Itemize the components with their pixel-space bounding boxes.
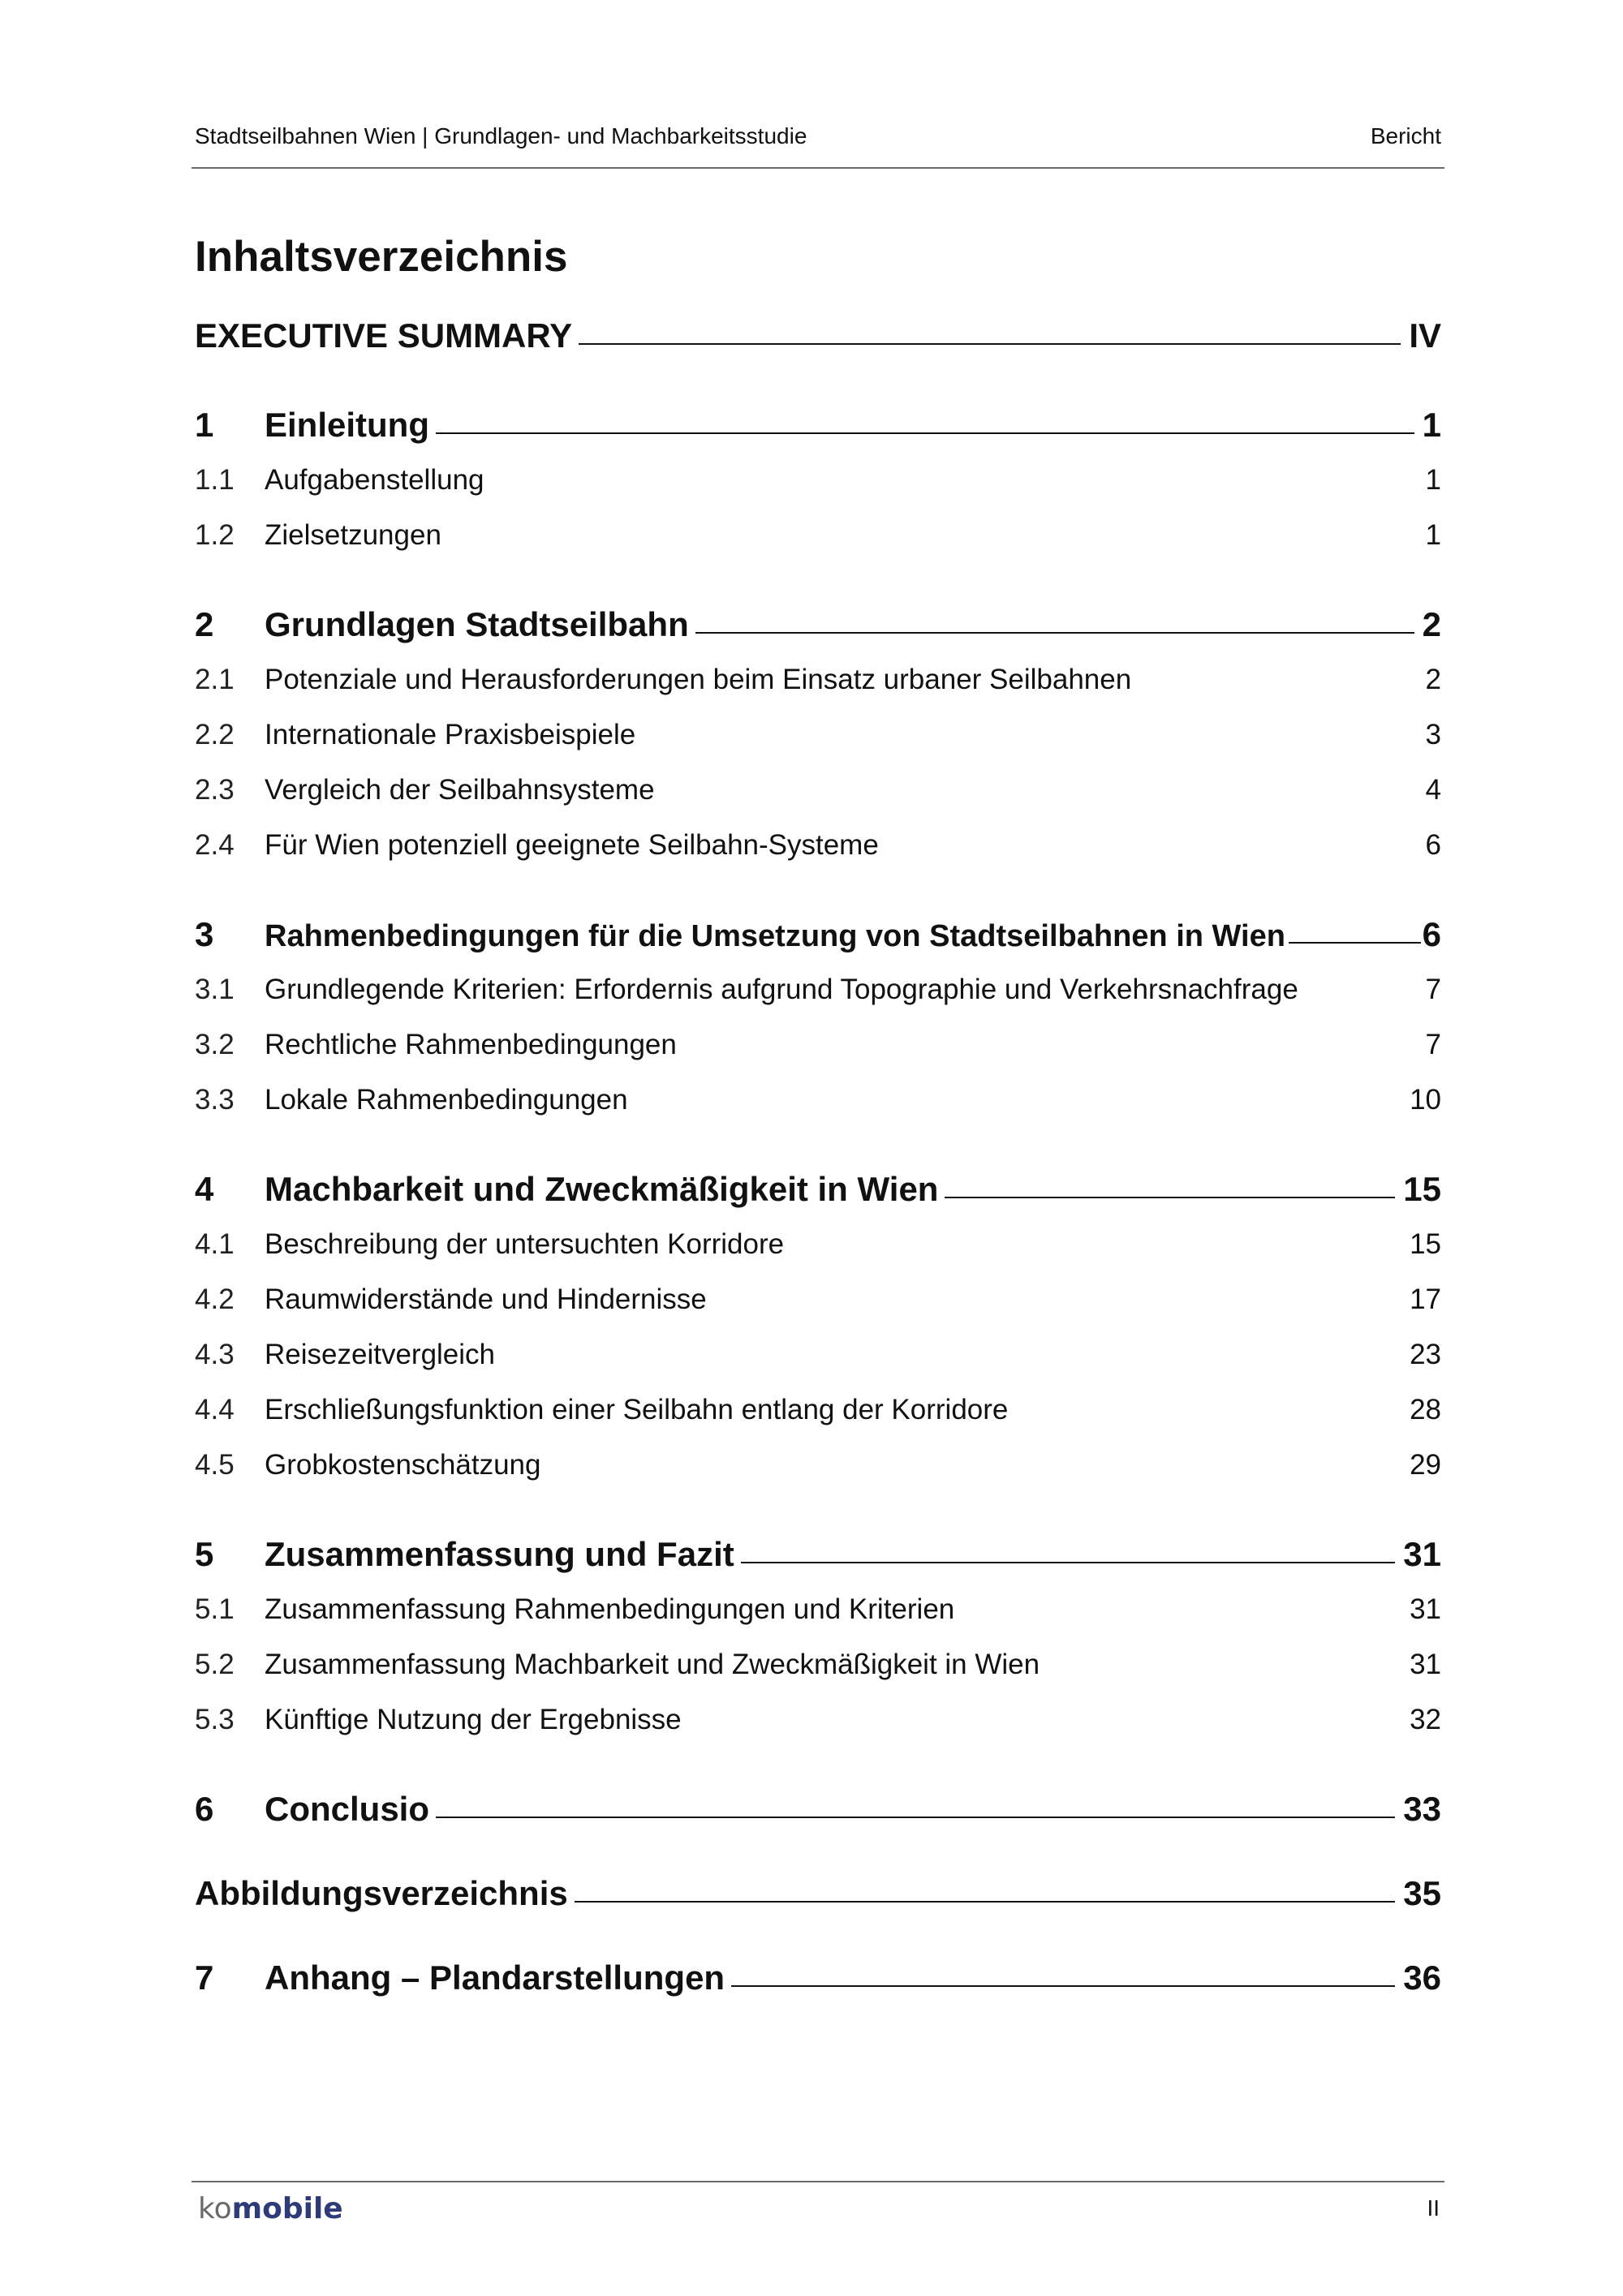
toc-entry-executive-summary[interactable]	[195, 316, 1441, 355]
toc-chapter-label: Rahmenbedingungen für die Umsetzung von Stadtseilbahnen in Wien	[265, 919, 1285, 953]
toc-chapter-page: 2	[1422, 605, 1441, 643]
toc-chapter-1[interactable]	[195, 406, 1441, 444]
toc-section-page: 28	[1410, 1394, 1441, 1425]
toc-chapter-number: 5	[195, 1535, 214, 1573]
toc-section-1-2[interactable]	[195, 519, 1441, 552]
toc-chapter-5[interactable]	[195, 1535, 1441, 1571]
header-document-type: Bericht	[1370, 123, 1441, 148]
toc-section-page: 32	[1410, 1704, 1441, 1735]
toc-section-label: Potenziale und Herausforderungen beim Einsatz urbaner Seilbahnen	[265, 664, 1132, 695]
toc-chapter-label: Grundlagen Stadtseilbahn	[265, 605, 689, 643]
dot-leader	[731, 1985, 1395, 1987]
toc-section-number: 4.5	[195, 1449, 235, 1481]
toc-entry-page: 35	[1403, 1874, 1441, 1912]
toc-section-label: Internationale Praxisbeispiele	[265, 719, 636, 750]
toc-section-4-1[interactable]	[195, 1228, 1441, 1261]
toc-section-number: 3.2	[195, 1029, 235, 1060]
toc-section-page: 31	[1410, 1649, 1441, 1680]
toc-section-label: Grundlegende Kriterien: Erfordernis aufgrund Topographie und Verkehrsnachfrage	[265, 974, 1298, 1005]
toc-section-label: Vergleich der Seilbahnsysteme	[265, 774, 655, 806]
toc-section-page: 15	[1410, 1228, 1441, 1260]
toc-chapter-number: 3	[195, 915, 214, 953]
toc-title: Inhaltsverzeichnis	[195, 233, 568, 281]
toc-section-3-1[interactable]	[195, 974, 1441, 1006]
toc-chapter-number: 2	[195, 605, 214, 643]
dot-leader	[1289, 942, 1421, 944]
toc-chapter-page: 31	[1403, 1535, 1441, 1573]
toc-section-page: 4	[1425, 774, 1441, 806]
logo-ko: ko	[198, 2192, 232, 2225]
toc-section-2-1[interactable]	[195, 664, 1441, 696]
toc-section-page: 23	[1410, 1339, 1441, 1370]
toc-chapter-2[interactable]	[195, 605, 1441, 641]
toc-section-3-2[interactable]	[195, 1029, 1441, 1061]
toc-section-1-1[interactable]	[195, 464, 1441, 497]
toc-section-5-1[interactable]	[195, 1593, 1441, 1626]
toc-section-page: 10	[1410, 1084, 1441, 1116]
toc-section-number: 2.1	[195, 664, 235, 695]
toc-section-4-4[interactable]	[195, 1394, 1441, 1426]
toc-section-2-2[interactable]	[195, 719, 1441, 751]
toc-chapter-6[interactable]	[195, 1790, 1441, 1828]
toc-section-page: 31	[1410, 1593, 1441, 1625]
toc-chapter-number: 4	[195, 1170, 214, 1208]
toc-chapter-label: Zusammenfassung und Fazit	[265, 1535, 734, 1573]
toc-section-number: 1.2	[195, 519, 235, 551]
toc-section-label: Zielsetzungen	[265, 519, 441, 551]
toc-entry-figures[interactable]	[195, 1874, 1441, 1910]
toc-entry-page: IV	[1409, 316, 1441, 355]
toc-section-page: 2	[1425, 664, 1441, 695]
toc-section-label: Erschließungsfunktion einer Seilbahn entlang der Korridore	[265, 1394, 1009, 1425]
toc-section-page: 29	[1410, 1449, 1441, 1481]
toc-section-number: 5.2	[195, 1649, 235, 1680]
dot-leader	[436, 432, 1414, 434]
toc-section-number: 4.2	[195, 1283, 235, 1315]
toc-section-label: Raumwiderstände und Hindernisse	[265, 1283, 707, 1315]
logo-mobile: mobile	[231, 2192, 343, 2225]
toc-section-number: 4.3	[195, 1339, 235, 1370]
toc-section-label: Zusammenfassung Rahmenbedingungen und Kriterien	[265, 1593, 955, 1625]
toc-section-2-3[interactable]	[195, 774, 1441, 806]
toc-chapter-7[interactable]	[195, 1958, 1441, 1997]
toc-section-page: 17	[1410, 1283, 1441, 1315]
toc-section-number: 3.1	[195, 974, 235, 1005]
toc-chapter-number: 6	[195, 1790, 214, 1828]
toc-entry-label: EXECUTIVE SUMMARY	[195, 316, 573, 355]
dot-leader	[575, 1901, 1396, 1903]
toc-chapter-page: 6	[1422, 915, 1441, 953]
toc-chapter-label: Machbarkeit und Zweckmäßigkeit in Wien	[265, 1170, 939, 1208]
toc-section-number: 2.4	[195, 829, 235, 861]
toc-chapter-label: Anhang – Plandarstellungen	[265, 1958, 725, 1997]
table-of-contents	[195, 316, 1441, 1997]
toc-section-4-2[interactable]	[195, 1283, 1441, 1316]
toc-section-label: Für Wien potenziell geeignete Seilbahn-Systeme	[265, 829, 879, 861]
toc-chapter-page: 33	[1403, 1790, 1441, 1828]
toc-section-label: Aufgabenstellung	[265, 464, 484, 496]
toc-chapter-page: 36	[1403, 1958, 1441, 1997]
toc-section-number: 3.3	[195, 1084, 235, 1116]
dot-leader	[436, 1817, 1395, 1818]
toc-section-page: 3	[1425, 719, 1441, 750]
toc-section-5-2[interactable]	[195, 1649, 1441, 1681]
dot-leader	[695, 632, 1414, 634]
toc-section-number: 1.1	[195, 464, 235, 496]
toc-section-page: 1	[1425, 464, 1441, 496]
toc-section-label: Beschreibung der untersuchten Korridore	[265, 1228, 785, 1260]
toc-chapter-label: Einleitung	[265, 406, 429, 444]
toc-section-number: 4.1	[195, 1228, 235, 1260]
toc-section-4-5[interactable]	[195, 1449, 1441, 1481]
toc-section-label: Zusammenfassung Machbarkeit und Zweckmäßigkeit in Wien	[265, 1649, 1040, 1680]
toc-chapter-number: 7	[195, 1958, 214, 1997]
toc-section-label: Grobkostenschätzung	[265, 1449, 541, 1481]
toc-section-3-3[interactable]	[195, 1084, 1441, 1116]
toc-section-number: 4.4	[195, 1394, 235, 1425]
toc-section-page: 6	[1425, 829, 1441, 861]
toc-chapter-number: 1	[195, 406, 214, 444]
toc-section-5-3[interactable]	[195, 1704, 1441, 1736]
toc-section-label: Reisezeitvergleich	[265, 1339, 496, 1370]
toc-chapter-3[interactable]	[195, 915, 1441, 951]
toc-chapter-page: 15	[1403, 1170, 1441, 1208]
header-document-title: Stadtseilbahnen Wien | Grundlagen- und Machbarkeitsstudie	[195, 123, 807, 148]
toc-entry-label: Abbildungsverzeichnis	[195, 1874, 568, 1912]
page-footer	[192, 2181, 1444, 2239]
toc-chapter-page: 1	[1422, 406, 1441, 444]
page-number: II	[1427, 2195, 1440, 2221]
toc-section-page: 7	[1425, 1029, 1441, 1060]
toc-section-page: 7	[1425, 974, 1441, 1005]
komobile-logo	[198, 2192, 343, 2225]
toc-section-page: 1	[1425, 519, 1441, 551]
toc-section-number: 2.3	[195, 774, 235, 806]
dot-leader	[741, 1562, 1396, 1563]
toc-section-number: 5.3	[195, 1704, 235, 1735]
toc-section-label: Künftige Nutzung der Ergebnisse	[265, 1704, 682, 1735]
toc-section-label: Rechtliche Rahmenbedingungen	[265, 1029, 677, 1060]
toc-section-2-4[interactable]	[195, 829, 1441, 862]
dot-leader	[579, 343, 1401, 345]
toc-section-number: 5.1	[195, 1593, 235, 1625]
toc-chapter-label: Conclusio	[265, 1790, 430, 1828]
toc-section-label: Lokale Rahmenbedingungen	[265, 1084, 628, 1116]
toc-section-number: 2.2	[195, 719, 235, 750]
toc-chapter-4[interactable]	[195, 1170, 1441, 1206]
toc-section-4-3[interactable]	[195, 1339, 1441, 1371]
page-header	[192, 122, 1444, 169]
dot-leader	[945, 1197, 1395, 1198]
